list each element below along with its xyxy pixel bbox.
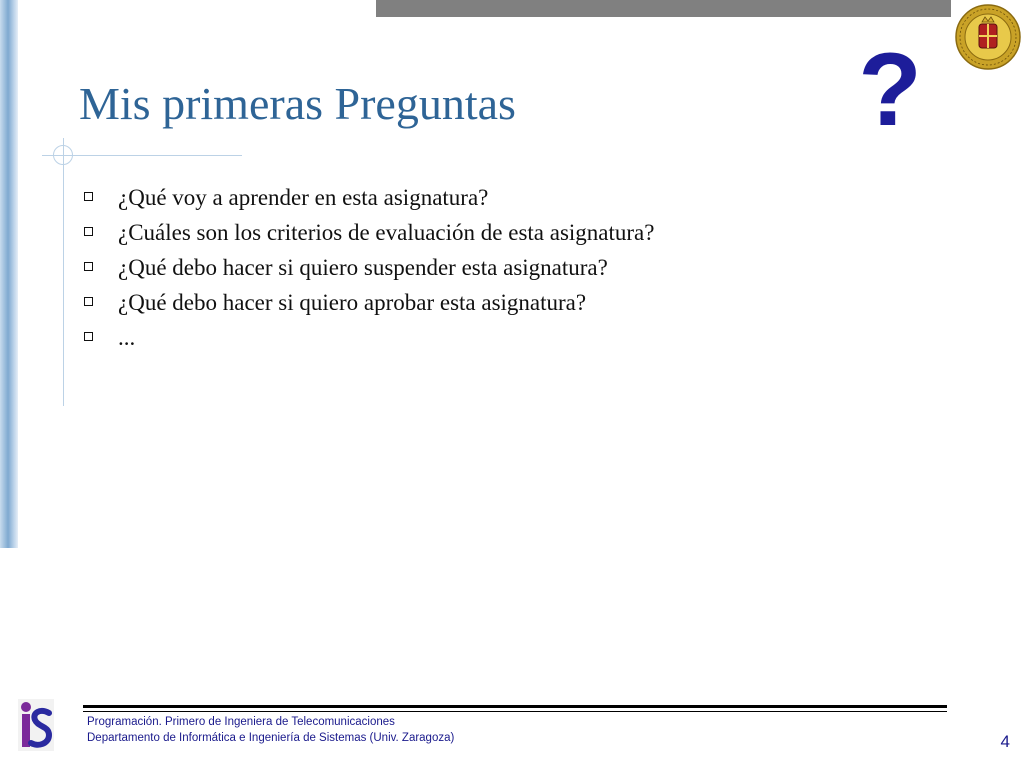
page-number: 4 xyxy=(1000,732,1010,751)
footer-line-thick xyxy=(83,705,947,708)
decorative-circle xyxy=(53,145,73,165)
is-department-logo-icon xyxy=(18,699,54,751)
hollow-square-bullet-icon xyxy=(84,332,93,341)
list-item-text: ¿Qué voy a aprender en esta asignatura? xyxy=(118,185,489,210)
footer-department-line: Departamento de Informática e Ingeniería de Sistemas (Univ. Zaragoza) xyxy=(87,732,455,744)
footer-divider xyxy=(83,705,947,713)
university-seal-icon xyxy=(955,4,1021,70)
footer-line-thin xyxy=(83,711,947,712)
top-decorative-bar xyxy=(376,0,951,17)
hollow-square-bullet-icon xyxy=(84,262,93,271)
footer-text xyxy=(87,714,454,746)
list-item-text: ¿Cuáles son los criterios de evaluación de esta asignatura? xyxy=(118,220,655,245)
left-decorative-bar xyxy=(0,0,18,548)
list-item xyxy=(80,250,654,285)
list-item-text: ... xyxy=(118,325,136,350)
hollow-square-bullet-icon xyxy=(84,227,93,236)
list-item xyxy=(80,215,654,250)
bullet-list xyxy=(80,180,654,355)
footer-course-line: Programación. Primero de Ingeniera de Telecomunicaciones xyxy=(87,716,395,728)
vertical-decorative-line xyxy=(63,138,64,406)
list-item-text: ¿Qué debo hacer si quiero suspender esta asignatura? xyxy=(118,255,608,280)
list-item xyxy=(80,320,654,355)
hollow-square-bullet-icon xyxy=(84,297,93,306)
list-item xyxy=(80,180,654,215)
list-item-text: ¿Qué debo hacer si quiero aprobar esta asignatura? xyxy=(118,290,587,315)
list-item xyxy=(80,285,654,320)
question-mark-icon: ? xyxy=(858,32,922,148)
hollow-square-bullet-icon xyxy=(84,192,93,201)
slide-title: Mis primeras Preguntas xyxy=(79,78,516,129)
